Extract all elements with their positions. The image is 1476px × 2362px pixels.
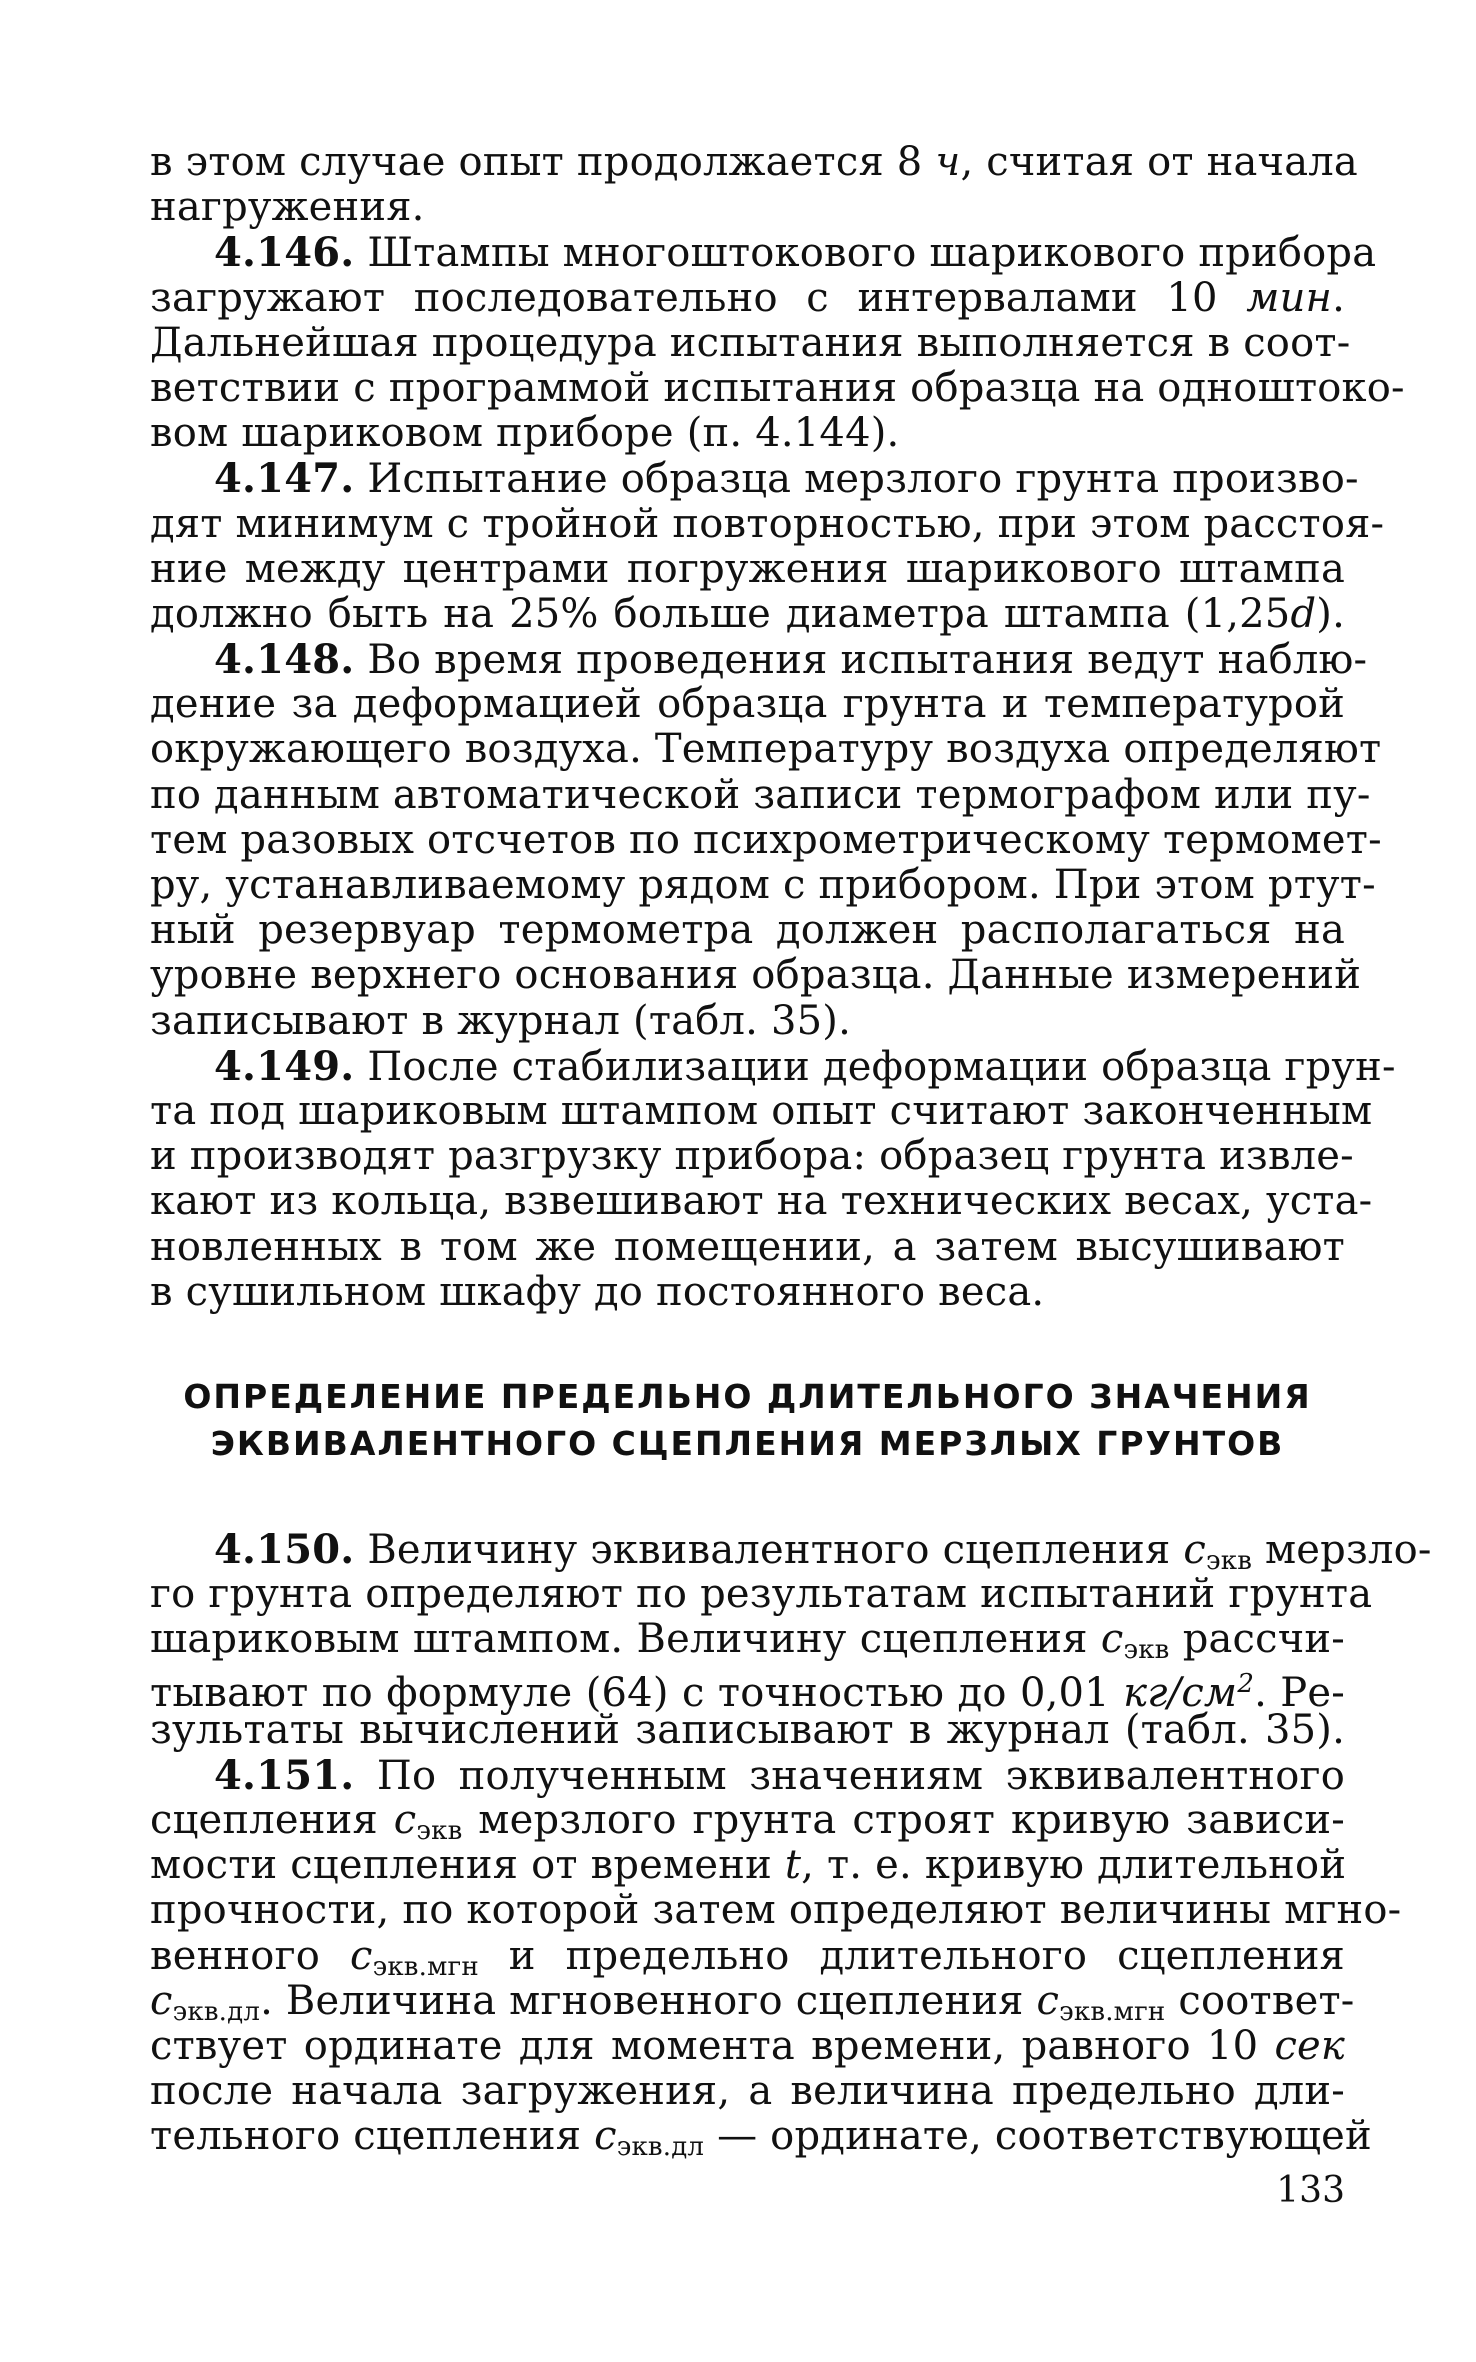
paragraph-4-146-line: загружают последовательно с интервалами 10 мин. xyxy=(150,274,1345,321)
unit-min: мин xyxy=(1246,274,1333,321)
paragraph-4-151-line: прочности, по которой затем определяют величины мгно- xyxy=(150,1887,1402,1934)
symbol-d: d xyxy=(1290,590,1317,637)
clause-number: 4.148. xyxy=(214,636,355,684)
page-body xyxy=(150,139,1432,2163)
symbol-t: t xyxy=(784,1842,802,1889)
symbol-c-ekv-dl: $c_{экв.дл}$ xyxy=(594,2113,705,2163)
clause-number: 4.149. xyxy=(214,1042,355,1090)
symbol-c-ekv-mgn: $c_{экв.мгн}$ xyxy=(1036,1977,1166,2027)
paragraph-4-151-line: 4.151. По полученным значениям эквивалентного xyxy=(214,1751,1345,1799)
unit-hour: ч xyxy=(935,139,961,185)
paragraph-4-147-line: 4.147. Испытание образца мерзлого грунта произво- xyxy=(214,455,1359,503)
paragraph-4-146-line: 4.146. Штампы многоштокового шарикового прибора xyxy=(214,229,1377,277)
paragraph-4-151-line: мости сцепления от времени t, т. е. кривую длительной xyxy=(150,1842,1347,1889)
page-number: 133 xyxy=(1276,2170,1345,2211)
section-heading-line: ЭКВИВАЛЕНТНОГО СЦЕПЛЕНИЯ МЕРЗЛЫХ ГРУНТОВ xyxy=(210,1423,1285,1463)
paragraph-4-150-line: зультаты вычислений записывают в журнал (табл. 35). xyxy=(150,1706,1345,1753)
paragraph-4-148-line: уровне верхнего основания образца. Данные измерений xyxy=(150,952,1362,999)
clause-number: 4.150. xyxy=(214,1525,355,1573)
section-heading xyxy=(150,1373,1345,1467)
paragraph-4-150-line: 4.150. Величину эквивалентного сцепления $c_{экв}$ мерзло- xyxy=(214,1525,1432,1576)
paragraph-4-151-line: венного $c_{экв.мгн}$ и предельно длительного сцепления xyxy=(150,1932,1345,1982)
clause-number: 4.146. xyxy=(214,229,355,277)
text-line: нагружения. xyxy=(150,184,425,231)
paragraph-4-148-line: записывают в журнал (табл. 35). xyxy=(150,997,851,1044)
unit-sec: сек xyxy=(1274,2022,1345,2069)
symbol-c-ekv: $c_{экв}$ xyxy=(1100,1616,1170,1666)
paragraph-4-151-line: ствует ординате для момента времени, равного 10 сек xyxy=(150,2022,1345,2069)
paragraph-4-150-line: тывают по формуле (64) с точностью до 0,01 $кг/см^2$. Ре- xyxy=(150,1669,1346,1717)
clause-number: 4.151. xyxy=(214,1751,355,1799)
symbol-c-ekv: $c_{экв}$ xyxy=(393,1797,463,1846)
text-line: в этом случае опыт продолжается 8 ч, считая от начала xyxy=(150,139,1358,185)
paragraph-4-146-line: ветствии с программой испытания образца на одноштоко- xyxy=(150,364,1405,411)
paragraph-4-147-line: должно быть на 25% больше диаметра штампа (1,25d). xyxy=(150,590,1345,637)
paragraph-4-146-line: Дальнейшая процедура испытания выполняется в соот- xyxy=(150,319,1351,366)
paragraph-4-150-line: го грунта определяют по результатам испытаний грунта xyxy=(150,1571,1373,1618)
symbol-c-ekv-mgn: $c_{экв.мгн}$ xyxy=(349,1932,479,1982)
paragraph-4-148-line: ру, устанавливаемому рядом с прибором. При этом ртут- xyxy=(150,862,1376,908)
paragraph-4-148-line: тем разовых отсчетов по психрометрическому термомет- xyxy=(150,816,1382,863)
paragraph-4-149-line: в сушильном шкафу до постоянного веса. xyxy=(150,1268,1045,1315)
paragraph-4-149-line: и производят разгрузку прибора: образец грунта извле- xyxy=(150,1133,1354,1180)
paragraph-4-147-line: дят минимум с тройной повторностью, при этом расстоя- xyxy=(150,500,1385,547)
paragraph-4-148-line: дение за деформацией образца грунта и температурой xyxy=(150,681,1345,728)
symbol-c-ekv-dl: $c_{экв.дл}$ xyxy=(150,1977,261,2027)
unit-kg-cm2: $кг/см^2$ xyxy=(1123,1669,1255,1717)
paragraph-4-149-line: кают из кольца, взвешивают на технических весах, уста- xyxy=(150,1178,1373,1225)
paragraph-4-151-line: после начала загружения, а величина предельно дли- xyxy=(150,2068,1345,2115)
paragraph-4-151-line: $c_{экв.дл}$. Величина мгновенного сцепления $c_{экв.мгн}$ соответ- xyxy=(150,1977,1355,2027)
paragraph-4-151-line: сцепления $c_{экв}$ мерзлого грунта строят кривую зависи- xyxy=(150,1797,1345,1846)
paragraph-4-149-line: новленных в том же помещении, а затем высушивают xyxy=(150,1223,1345,1270)
section-heading-line: ОПРЕДЕЛЕНИЕ ПРЕДЕЛЬНО ДЛИТЕЛЬНОГО ЗНАЧЕНИЯ xyxy=(183,1376,1312,1416)
paragraph-4-148-line: по данным автоматической записи термографом или пу- xyxy=(150,771,1371,818)
paragraph-4-148-line: 4.148. Во время проведения испытания ведут наблю- xyxy=(214,636,1368,684)
paragraph-4-151-line: тельного сцепления $c_{экв.дл}$ — ординате, соответствующей xyxy=(150,2113,1372,2163)
paragraph-4-149-line: 4.149. После стабилизации деформации образца грун- xyxy=(214,1042,1396,1090)
paragraph-4-147-line: ние между центрами погружения шарикового штампа xyxy=(150,545,1345,592)
symbol-c-ekv: $c_{экв}$ xyxy=(1183,1526,1253,1576)
clause-number: 4.147. xyxy=(214,455,355,503)
paragraph-4-148-line: окружающего воздуха. Температуру воздуха определяют xyxy=(150,726,1382,773)
paragraph-4-150-line: шариковым штампом. Величину сцепления $c_{экв}$ рассчи- xyxy=(150,1616,1345,1666)
paragraph-4-146-line: вом шариковом приборе (п. 4.144). xyxy=(150,410,900,457)
paragraph-4-149-line: та под шариковым штампом опыт считают законченным xyxy=(150,1087,1373,1134)
paragraph-4-148-line: ный резервуар термометра должен располагаться на xyxy=(150,907,1345,954)
